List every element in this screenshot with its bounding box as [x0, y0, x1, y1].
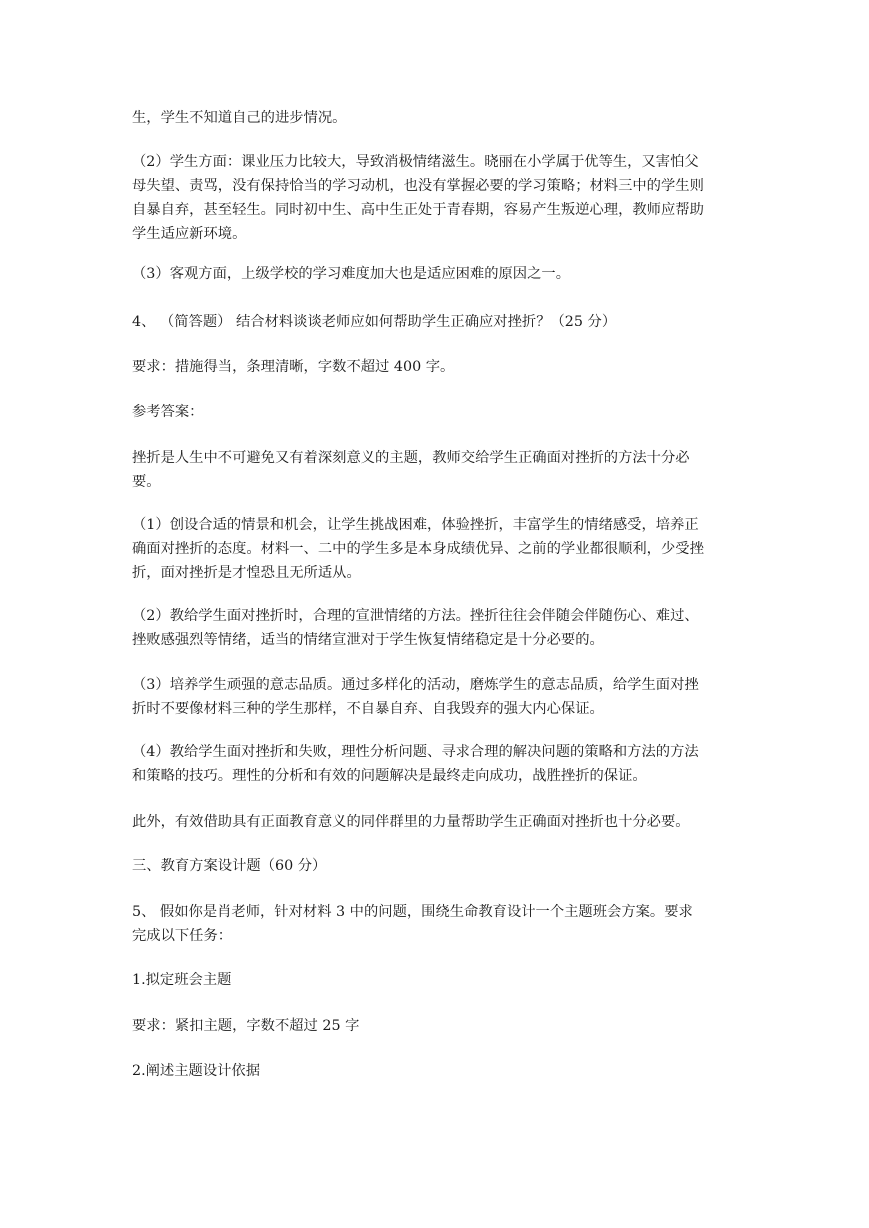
text-line: （2）学生方面：课业压力比较大，导致消极情绪滋生。晓丽在小学属于优等生，又害怕父 [132, 154, 699, 170]
paragraph [132, 106, 742, 130]
text-line: 要。 [132, 474, 161, 490]
paragraph [132, 604, 742, 652]
text-line: 学生适应新环境。 [132, 226, 247, 242]
text-line: 要求：紧扣主题，字数不超过 25 字 [132, 1018, 360, 1034]
paragraph [132, 810, 742, 834]
text-line: 4、 （简答题） 结合材料谈谈老师应如何帮助学生正确应对挫折？（25 分） [132, 314, 617, 330]
text-line: 三、教育方案设计题（60 分） [132, 858, 327, 874]
text-line: 1.拟定班会主题 [132, 972, 232, 988]
paragraph [132, 446, 742, 494]
text-line: 挫折是人生中不可避免又有着深刻意义的主题，教师交给学生正确面对挫折的方法十分必 [132, 450, 690, 466]
text-line: 参考答案： [132, 404, 204, 420]
text-line: 5、 假如你是肖老师，针对材料 3 中的问题，围绕生命教育设计一个主题班会方案。要求 [132, 904, 693, 920]
text-line: （3）培养学生顽强的意志品质。通过多样化的活动，磨炼学生的意志品质，给学生面对挫 [132, 677, 699, 693]
paragraph [132, 673, 742, 721]
paragraph [132, 355, 742, 379]
paragraph [132, 513, 742, 585]
text-line: （2）教给学生面对挫折时，合理的宣泄情绪的方法。挫折往往会伴随会伴随伤心、难过、 [132, 608, 699, 624]
question-heading [132, 900, 742, 948]
paragraph [132, 1014, 742, 1038]
text-line: 2.阐述主题设计依据 [132, 1063, 261, 1079]
text-line: 完成以下任务： [132, 928, 233, 944]
question-heading [132, 310, 742, 334]
text-line: 挫败感强烈等情绪，适当的情绪宣泄对于学生恢复情绪稳定是十分必要的。 [132, 632, 604, 648]
paragraph [132, 150, 742, 246]
paragraph [132, 968, 742, 992]
text-line: 此外，有效借助具有正面教育意义的同伴群里的力量帮助学生正确面对挫折也十分必要。 [132, 814, 690, 830]
text-line: （4）教给学生面对挫折和失败，理性分析问题、寻求合理的解决问题的策略和方法的方法 [132, 744, 699, 760]
section-heading [132, 854, 742, 878]
paragraph [132, 740, 742, 788]
text-line: （3）客观方面，上级学校的学习难度加大也是适应困难的原因之一。 [132, 266, 570, 282]
paragraph [132, 262, 742, 286]
text-line: 母失望、责骂，没有保持恰当的学习动机，也没有掌握必要的学习策略；材料三中的学生则 [132, 178, 704, 194]
text-line: 和策略的技巧。理性的分析和有效的问题解决是最终走向成功，战胜挫折的保证。 [132, 768, 647, 784]
text-line: 折，面对挫折是才惶恐且无所适从。 [132, 565, 361, 581]
text-line: 确面对挫折的态度。材料一、二中的学生多是本身成绩优异、之前的学业都很顺利，少受挫 [132, 541, 704, 557]
text-line: 要求：措施得当，条理清晰，字数不超过 400 字。 [132, 359, 455, 375]
answer-label [132, 400, 742, 424]
text-line: 自暴自弃，甚至轻生。同时初中生、高中生正处于青春期，容易产生叛逆心理，教师应帮助 [132, 202, 704, 218]
text-line: 生，学生不知道自己的进步情况。 [132, 110, 347, 126]
paragraph [132, 1059, 742, 1083]
text-line: 折时不要像材料三种的学生那样，不自暴自弃、自我毁弃的强大内心保证。 [132, 701, 604, 717]
text-line: （1）创设合适的情景和机会，让学生挑战困难，体验挫折，丰富学生的情绪感受，培养正 [132, 517, 699, 533]
